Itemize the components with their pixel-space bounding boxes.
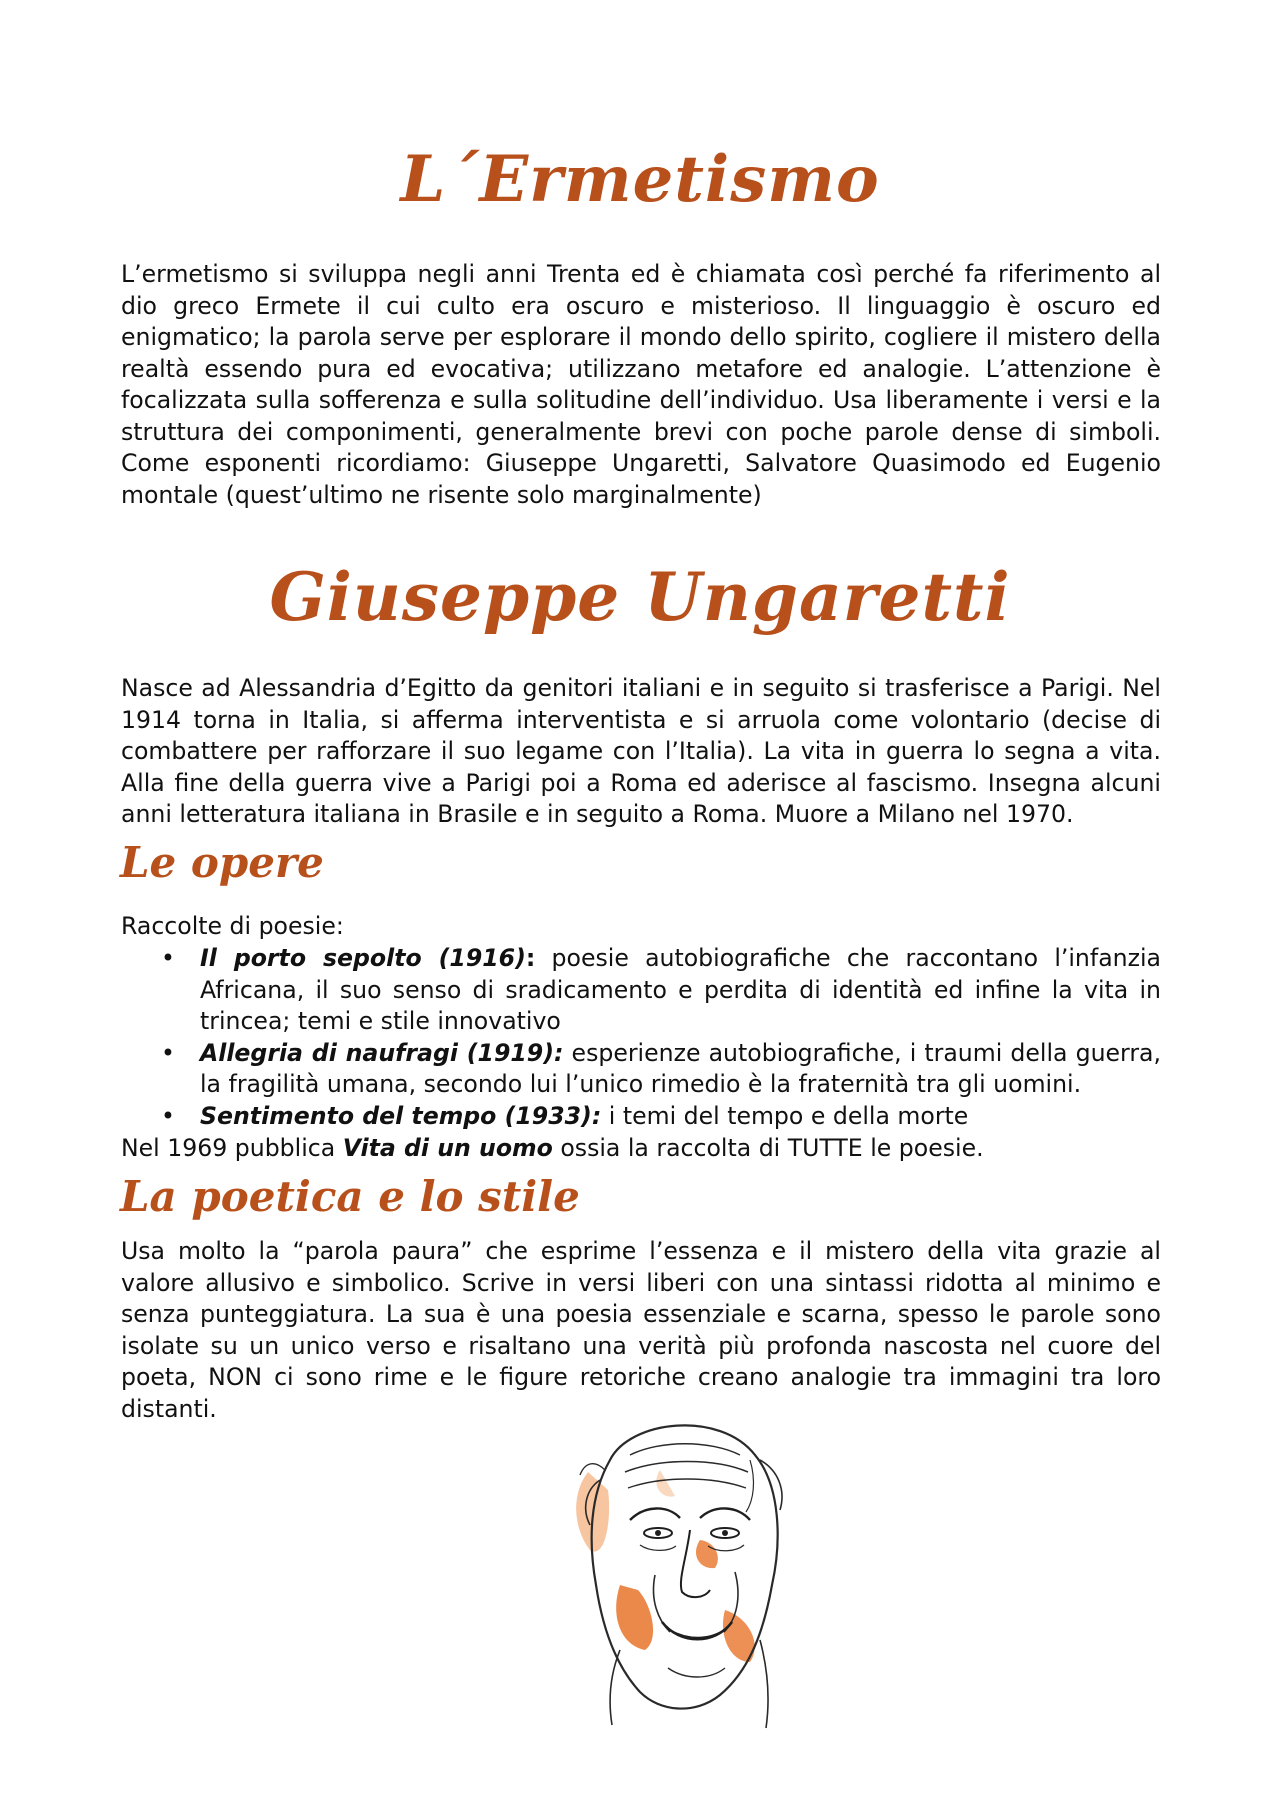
work-title: Sentimento del tempo (1933): xyxy=(200,1101,602,1130)
ungaretti-portrait-illustration xyxy=(550,1400,810,1730)
heading-poetica-stile: La poetica e lo stile xyxy=(120,1172,580,1221)
complete-works-note xyxy=(121,1133,984,1165)
heading-le-opere: Le opere xyxy=(120,838,324,887)
work-description: poesie autobiografiche che raccontano l’infanzia Africana, il suo senso di sradicamento e perdita di identità ed infine la vita in trincea; temi e stile innovativo xyxy=(200,944,1161,1035)
list-item xyxy=(121,1101,1161,1133)
work-title: Il porto sepolto (1916) xyxy=(200,944,526,972)
title-ermetismo: L´Ermetismo xyxy=(400,142,880,217)
bullet-icon: • xyxy=(161,1038,175,1067)
work-description: i temi del tempo e della morte xyxy=(601,1101,969,1130)
bullet-icon: • xyxy=(161,944,175,972)
poetica-paragraph: Usa molto la “parola paura” che esprime l’essenza e il mistero della vita grazie al valore allusivo e simbolico. Scrive in versi liberi con una sintassi ridotta al minimo e senza punteggiatura. La sua è una poesia essenziale e scarna, spesso le parole sono isolate su un unico verso e risaltano una verità più profonda nascosta nel cuore del poeta, NON ci sono rime e le figure retoriche creano analogie tra immagini tra loro distanti. xyxy=(121,1237,1161,1423)
ungaretti-biography-paragraph: Nasce ad Alessandria d’Egitto da genitori italiani e in seguito si trasferisce a Parigi. Nel 1914 torna in Italia, si afferma interventista e si arruola come volontario (decise di combattere per rafforzare il suo legame con l’Italia). La vita in guerra lo segna a vita. Alla fine della guerra vive a Parigi poi a Roma ed aderisce al fascismo. Insegna alcuni anni letteratura italiana in Brasile e in seguito a Roma. Muore a Milano nel 1970. xyxy=(121,674,1161,828)
note-text-post: ossia la raccolta di TUTTE le poesie. xyxy=(552,1134,984,1162)
works-intro: Raccolte di poesie: xyxy=(121,912,344,940)
note-text-pre: Nel 1969 pubblica xyxy=(121,1134,343,1162)
works-list xyxy=(121,943,1161,1132)
title-ungaretti: Giuseppe Ungaretti xyxy=(269,558,1011,636)
work-description: esperienze autobiografiche, i traumi della guerra, la fragilità umana, secondo lui l’unico rimedio è la fraternità tra gli uomini. xyxy=(200,1038,1161,1098)
list-item xyxy=(121,1038,1161,1101)
ermetismo-paragraph: L’ermetismo si sviluppa negli anni Trenta ed è chiamata così perché fa riferimento al dio greco Ermete il cui culto era oscuro e misterioso. Il linguaggio è oscuro ed enigmatico; la parola serve per esplorare il mondo dello spirito, cogliere il mistero della realtà essendo pura ed evocativa; utilizzano metafore ed analogie. L’attenzione è focalizzata sulla sofferenza e sulla solitudine dell’individuo. Usa liberamente i versi e la struttura dei componimenti, generalmente brevi con poche parole dense di simboli. Come esponenti ricordiamo: Giuseppe Ungaretti, Salvatore Quasimodo ed Eugenio montale (quest’ultimo ne risente solo marginalmente) xyxy=(121,260,1161,509)
list-item xyxy=(121,943,1161,1038)
work-separator: : xyxy=(525,944,536,972)
note-work-title: Vita di un uomo xyxy=(342,1134,553,1162)
work-title: Allegria di naufragi (1919): xyxy=(200,1038,564,1067)
bullet-icon: • xyxy=(161,1101,175,1130)
